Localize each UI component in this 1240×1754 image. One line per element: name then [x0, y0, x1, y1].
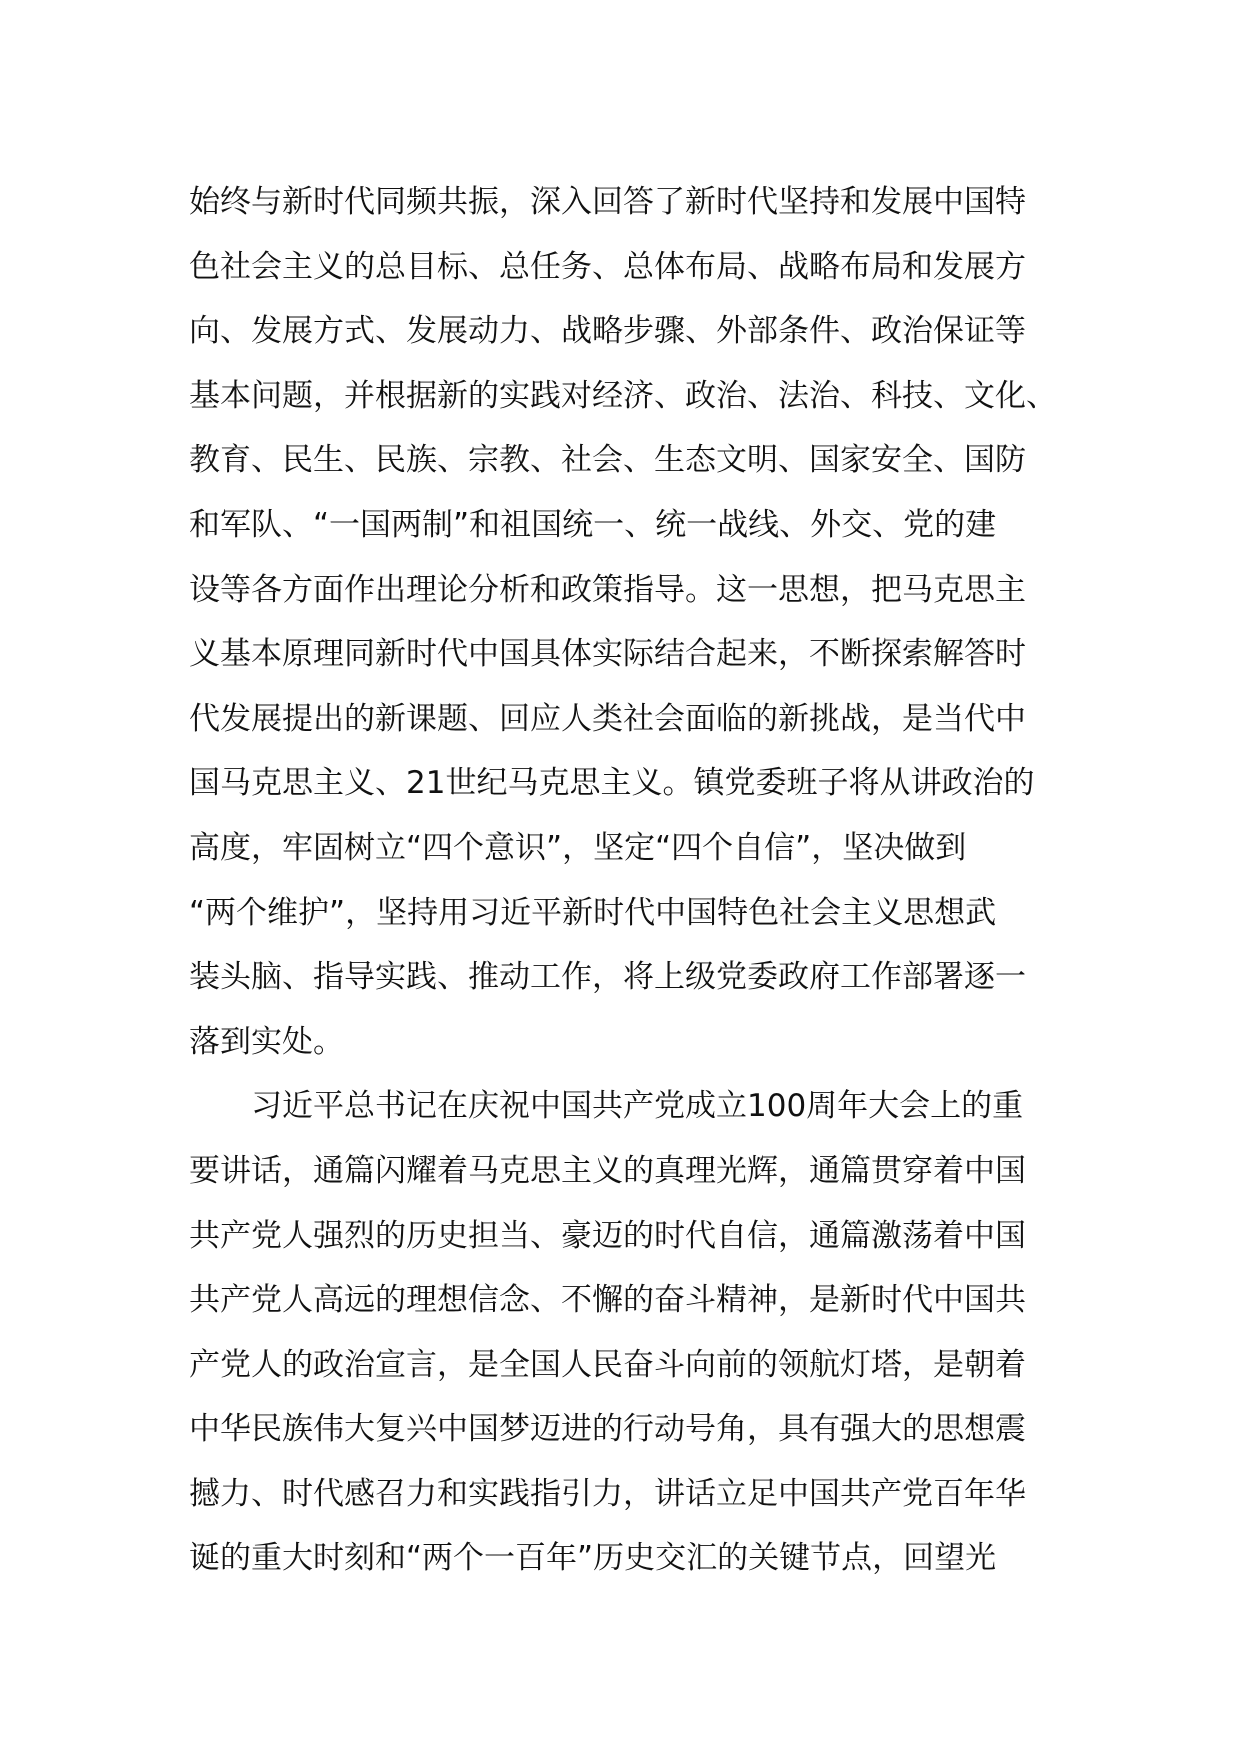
text-line: 和军队、“一国两制”和祖国统一、统一战线、外交、党的建 — [189, 506, 997, 543]
text-line: 共产党人强烈的历史担当、豪迈的时代自信，通篇激荡着中国 — [189, 1217, 1026, 1254]
text-line: 代发展提出的新课题、回应人类社会面临的新挑战，是当代中 — [189, 700, 1026, 737]
text-line: 国马克思主义、21世纪马克思主义。镇党委班子将从讲政治的 — [189, 765, 1035, 802]
paragraph-1 — [189, 170, 1069, 1074]
text-line: 基本问题，并根据新的实践对经济、政治、法治、科技、文化、 — [189, 377, 1057, 414]
text-line: 高度，牢固树立“四个意识”，坚定“四个自信”，坚决做到 — [189, 829, 967, 866]
text-line: 始终与新时代同频共振，深入回答了新时代坚持和发展中国特 — [189, 184, 1026, 220]
text-line: 向、发展方式、发展动力、战略步骤、外部条件、政治保证等 — [189, 313, 1026, 350]
text-line: 色社会主义的总目标、总任务、总体布局、战略布局和发展方 — [189, 248, 1026, 285]
text-line: “两个维护”，坚持用习近平新时代中国特色社会主义思想武 — [189, 894, 997, 931]
text-line: 义基本原理同新时代中国具体实际结合起来，不断探索解答时 — [189, 636, 1026, 673]
paragraph-2 — [189, 1074, 1069, 1591]
text-line: 撼力、时代感召力和实践指引力，讲话立足中国共产党百年华 — [189, 1475, 1026, 1512]
text-line: 落到实处。 — [189, 1023, 344, 1060]
text-line: 习近平总书记在庆祝中国共产党成立100周年大会上的重 — [251, 1088, 1024, 1125]
text-line: 共产党人高远的理想信念、不懈的奋斗精神，是新时代中国共 — [189, 1282, 1026, 1319]
body-text — [189, 170, 1069, 1591]
text-line: 诞的重大时刻和“两个一百年”历史交汇的关键节点，回望光 — [189, 1540, 997, 1577]
text-line: 中华民族伟大复兴中国梦迈进的行动号角，具有强大的思想震 — [189, 1411, 1026, 1448]
text-line: 产党人的政治宣言，是全国人民奋斗向前的领航灯塔，是朝着 — [189, 1346, 1026, 1383]
text-line: 要讲话，通篇闪耀着马克思主义的真理光辉，通篇贯穿着中国 — [189, 1152, 1026, 1189]
text-line: 装头脑、指导实践、推动工作，将上级党委政府工作部署逐一 — [189, 959, 1026, 996]
text-line: 设等各方面作出理论分析和政策指导。这一思想，把马克思主 — [189, 571, 1026, 608]
text-line: 教育、民生、民族、宗教、社会、生态文明、国家安全、国防 — [189, 442, 1026, 479]
